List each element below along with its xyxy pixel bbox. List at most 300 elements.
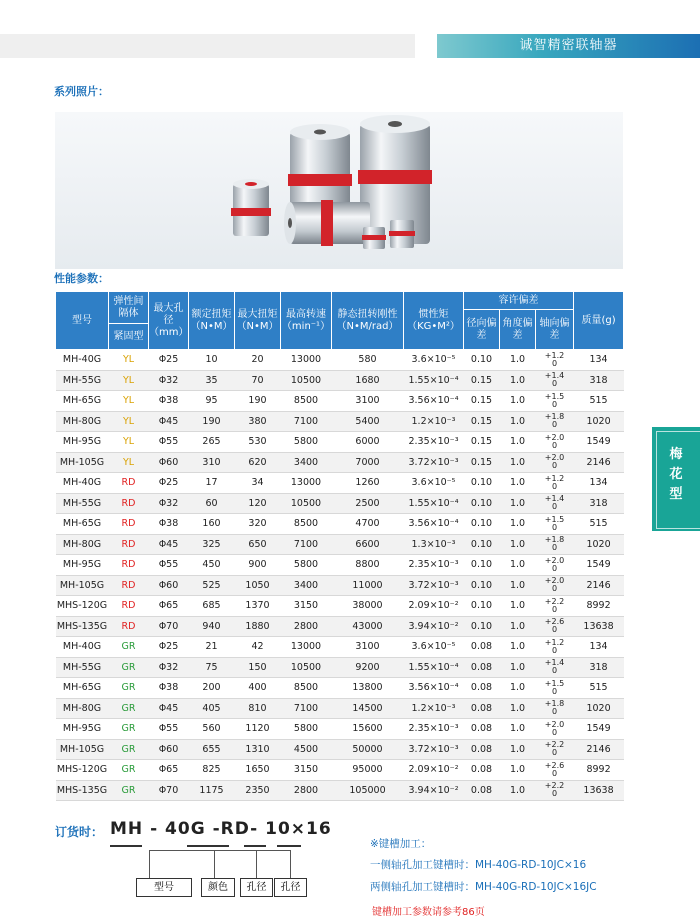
table-cell: 4700 (332, 514, 404, 535)
table-cell: 5800 (281, 555, 332, 576)
table-cell: MHS-120G (56, 596, 109, 617)
tolerance-lower: 0 (551, 686, 558, 696)
tolerance-upper: +1.5 (544, 678, 565, 688)
table-cell: RD (109, 616, 149, 637)
table-cell: 5800 (281, 432, 332, 453)
table-cell: 160 (189, 514, 235, 535)
table-cell: 0.10 (464, 596, 500, 617)
tolerance-upper: +1.2 (544, 473, 565, 483)
table-cell: Φ32 (149, 370, 189, 391)
table-row (56, 719, 624, 740)
table-cell: 2350 (235, 780, 281, 801)
table-cell: 0.10 (464, 616, 500, 637)
table-cell: 1.0 (500, 370, 536, 391)
table-cell: Φ60 (149, 739, 189, 760)
tolerance-lower: 0 (551, 666, 558, 676)
table-cell: 1310 (235, 739, 281, 760)
table-row (56, 637, 624, 658)
table-cell: 13638 (574, 780, 624, 801)
cell-axial-deviation (536, 350, 574, 371)
table-cell: 1.0 (500, 698, 536, 719)
table-cell: Φ25 (149, 637, 189, 658)
cell-axial-deviation (536, 637, 574, 658)
table-row (56, 616, 624, 637)
tolerance-lower: 0 (551, 358, 558, 368)
table-cell: 3.56×10⁻⁴ (404, 514, 464, 535)
table-row (56, 555, 624, 576)
table-cell: 0.10 (464, 575, 500, 596)
table-cell: MHS-135G (56, 780, 109, 801)
table-cell: 0.08 (464, 637, 500, 658)
header-mass: 质量(g) (574, 292, 624, 350)
table-cell: 1.0 (500, 473, 536, 494)
header-model: 型号 (56, 292, 109, 350)
table-cell: 318 (574, 493, 624, 514)
tolerance-upper: +2.2 (544, 740, 565, 750)
table-cell: RD (109, 493, 149, 514)
table-row (56, 452, 624, 473)
table-cell: 2800 (281, 616, 332, 637)
table-cell: 3400 (281, 452, 332, 473)
table-cell: 190 (235, 391, 281, 412)
table-cell: 3.6×10⁻⁵ (404, 473, 464, 494)
table-cell: 0.08 (464, 678, 500, 699)
table-cell: YL (109, 432, 149, 453)
tolerance-upper: +2.0 (544, 576, 565, 586)
table-cell: 560 (189, 719, 235, 740)
table-cell: 3150 (281, 596, 332, 617)
table-cell: YL (109, 370, 149, 391)
cell-axial-deviation (536, 452, 574, 473)
table-cell: 3.72×10⁻³ (404, 452, 464, 473)
header-fastening: 紧固型 (109, 324, 149, 350)
table-cell: Φ25 (149, 473, 189, 494)
table-cell: 1.0 (500, 739, 536, 760)
table-cell: 0.15 (464, 411, 500, 432)
table-cell: 3100 (332, 637, 404, 658)
table-cell: 1.3×10⁻³ (404, 534, 464, 555)
table-cell: MH-80G (56, 698, 109, 719)
table-cell: 42 (235, 637, 281, 658)
table-row (56, 760, 624, 781)
table-cell: 810 (235, 698, 281, 719)
table-cell: MH-55G (56, 657, 109, 678)
table-cell: 1.0 (500, 678, 536, 699)
header-spacer: 弹性间隔体 (109, 292, 149, 324)
table-cell: 134 (574, 350, 624, 371)
header-stiffness: 静态扭转刚性（N•M/rad） (332, 292, 404, 350)
table-cell: Φ45 (149, 534, 189, 555)
table-cell: 1050 (235, 575, 281, 596)
table-cell: 1.0 (500, 719, 536, 740)
table-cell: 1.0 (500, 575, 536, 596)
table-cell: 580 (332, 350, 404, 371)
tolerance-upper: +1.2 (544, 350, 565, 360)
table-cell: 4500 (281, 739, 332, 760)
table-cell: 10500 (281, 493, 332, 514)
table-cell: Φ32 (149, 657, 189, 678)
table-cell: 3.6×10⁻⁵ (404, 637, 464, 658)
tolerance-upper: +2.0 (544, 555, 565, 565)
table-cell: MH-40G (56, 637, 109, 658)
table-cell: 3.56×10⁻⁴ (404, 391, 464, 412)
keyway-note-one-side: 一侧轴孔加工键槽时：MH-40G-RD-10JC×16 (370, 859, 587, 871)
header-radial: 径向偏差 (464, 310, 500, 350)
table-cell: 0.15 (464, 370, 500, 391)
table-cell: MH-65G (56, 678, 109, 699)
table-cell: 1549 (574, 432, 624, 453)
table-cell: Φ70 (149, 616, 189, 637)
table-cell: 6600 (332, 534, 404, 555)
table-cell: 70 (235, 370, 281, 391)
table-cell: RD (109, 473, 149, 494)
table-cell: 3.94×10⁻² (404, 780, 464, 801)
cell-axial-deviation (536, 698, 574, 719)
table-cell: 2.09×10⁻² (404, 760, 464, 781)
table-row (56, 411, 624, 432)
connector-line (290, 850, 291, 878)
table-cell: GR (109, 657, 149, 678)
table-cell: 525 (189, 575, 235, 596)
table-cell: 1.0 (500, 432, 536, 453)
table-cell: 1650 (235, 760, 281, 781)
table-cell: 825 (189, 760, 235, 781)
table-cell: 450 (189, 555, 235, 576)
tolerance-lower: 0 (551, 768, 558, 778)
table-cell: 7000 (332, 452, 404, 473)
table-cell: RD (109, 596, 149, 617)
table-cell: 1.0 (500, 411, 536, 432)
cell-axial-deviation (536, 780, 574, 801)
table-cell: 310 (189, 452, 235, 473)
table-cell: 105000 (332, 780, 404, 801)
tolerance-lower: 0 (551, 645, 558, 655)
table-cell: YL (109, 411, 149, 432)
table-cell: GR (109, 637, 149, 658)
table-cell: MH-55G (56, 370, 109, 391)
table-cell: 134 (574, 637, 624, 658)
table-cell: 515 (574, 514, 624, 535)
table-cell: 8800 (332, 555, 404, 576)
table-cell: Φ60 (149, 452, 189, 473)
cell-axial-deviation (536, 370, 574, 391)
table-cell: 95 (189, 391, 235, 412)
table-cell: 43000 (332, 616, 404, 637)
table-cell: RD (109, 514, 149, 535)
keyway-note-title: ※键槽加工： (370, 838, 432, 850)
cell-axial-deviation (536, 514, 574, 535)
table-cell: 13000 (281, 637, 332, 658)
order-code: MH - 40G -RD- 10×16 (110, 819, 332, 839)
photo-section-title: 系列照片： (54, 85, 109, 98)
table-cell: 320 (235, 514, 281, 535)
header-inertia: 惯性矩（KG•M²） (404, 292, 464, 350)
table-cell: 620 (235, 452, 281, 473)
table-row (56, 678, 624, 699)
table-cell: MH-65G (56, 391, 109, 412)
table-cell: 38000 (332, 596, 404, 617)
table-cell: 1549 (574, 555, 624, 576)
table-cell: 0.10 (464, 473, 500, 494)
table-cell: 3.72×10⁻³ (404, 739, 464, 760)
table-cell: 3100 (332, 391, 404, 412)
table-cell: 1680 (332, 370, 404, 391)
table-row (56, 780, 624, 801)
table-cell: 655 (189, 739, 235, 760)
table-row (56, 514, 624, 535)
table-cell: GR (109, 698, 149, 719)
table-cell: 8500 (281, 514, 332, 535)
keyway-note-two-sides: 两侧轴孔加工键槽时：MH-40G-RD-10JC×16JC (370, 881, 597, 893)
table-cell: 5400 (332, 411, 404, 432)
table-cell: 1175 (189, 780, 235, 801)
tolerance-upper: +2.2 (544, 596, 565, 606)
table-cell: 515 (574, 678, 624, 699)
table-cell: GR (109, 678, 149, 699)
table-cell: 0.08 (464, 698, 500, 719)
table-cell: MH-55G (56, 493, 109, 514)
table-cell: 0.10 (464, 350, 500, 371)
tolerance-lower: 0 (551, 420, 558, 430)
tolerance-lower: 0 (551, 461, 558, 471)
tolerance-lower: 0 (551, 707, 558, 717)
table-cell: 3.56×10⁻⁴ (404, 678, 464, 699)
table-cell: 0.08 (464, 760, 500, 781)
table-row (56, 534, 624, 555)
table-cell: 3.94×10⁻² (404, 616, 464, 637)
connector-line (214, 850, 215, 878)
table-cell: 2.35×10⁻³ (404, 719, 464, 740)
side-tab-char: 梅 (669, 447, 683, 462)
cell-axial-deviation (536, 432, 574, 453)
code-underline (187, 845, 229, 847)
table-cell: Φ25 (149, 350, 189, 371)
table-cell: MH-65G (56, 514, 109, 535)
table-cell: 0.10 (464, 534, 500, 555)
code-underline (110, 845, 142, 847)
tolerance-upper: +2.2 (544, 781, 565, 791)
tolerance-upper: +1.8 (544, 699, 565, 709)
table-cell: 2800 (281, 780, 332, 801)
cell-axial-deviation (536, 411, 574, 432)
table-cell: 8992 (574, 760, 624, 781)
table-cell: MH-80G (56, 534, 109, 555)
table-cell: 13800 (332, 678, 404, 699)
tolerance-upper: +1.5 (544, 391, 565, 401)
table-cell: 0.15 (464, 391, 500, 412)
order-box-color: 颜色 (201, 878, 235, 897)
header-deviation: 容许偏差 (464, 292, 574, 310)
table-cell: 1.0 (500, 555, 536, 576)
table-cell: Φ55 (149, 719, 189, 740)
cell-axial-deviation (536, 678, 574, 699)
table-cell: MH-105G (56, 452, 109, 473)
table-cell: Φ60 (149, 575, 189, 596)
table-cell: 0.15 (464, 432, 500, 453)
cell-axial-deviation (536, 719, 574, 740)
connector-line (149, 850, 150, 878)
table-cell: 318 (574, 370, 624, 391)
table-cell: MHS-135G (56, 616, 109, 637)
table-cell: MH-95G (56, 432, 109, 453)
table-cell: 1.0 (500, 760, 536, 781)
tolerance-upper: +2.6 (544, 760, 565, 770)
table-cell: 318 (574, 657, 624, 678)
tolerance-lower: 0 (551, 563, 558, 573)
tolerance-upper: +1.2 (544, 637, 565, 647)
table-cell: 1020 (574, 534, 624, 555)
table-cell: 1.55×10⁻⁴ (404, 370, 464, 391)
header-bar-left (0, 34, 415, 58)
table-row (56, 575, 624, 596)
table-cell: Φ65 (149, 760, 189, 781)
table-cell: 10500 (281, 370, 332, 391)
table-cell: 34 (235, 473, 281, 494)
cell-axial-deviation (536, 493, 574, 514)
table-cell: 2146 (574, 575, 624, 596)
table-cell: 2.35×10⁻³ (404, 432, 464, 453)
table-cell: 0.08 (464, 657, 500, 678)
table-cell: GR (109, 739, 149, 760)
order-box-bore: 孔径 (274, 878, 307, 897)
table-cell: 2.09×10⁻² (404, 596, 464, 617)
table-cell: 7100 (281, 698, 332, 719)
table-cell: YL (109, 452, 149, 473)
table-cell: 1120 (235, 719, 281, 740)
cell-axial-deviation (536, 760, 574, 781)
tolerance-upper: +2.0 (544, 719, 565, 729)
table-row (56, 493, 624, 514)
table-cell: 1.0 (500, 534, 536, 555)
table-cell: 35 (189, 370, 235, 391)
table-cell: Φ38 (149, 514, 189, 535)
tolerance-lower: 0 (551, 748, 558, 758)
table-cell: MH-40G (56, 350, 109, 371)
table-cell: Φ38 (149, 678, 189, 699)
table-cell: 75 (189, 657, 235, 678)
table-cell: 3150 (281, 760, 332, 781)
tolerance-lower: 0 (551, 604, 558, 614)
header-bore: 最大孔径（mm） (149, 292, 189, 350)
table-cell: 7100 (281, 534, 332, 555)
table-cell: 3.6×10⁻⁵ (404, 350, 464, 371)
table-cell: Φ45 (149, 411, 189, 432)
table-cell: 1.0 (500, 657, 536, 678)
table-cell: Φ38 (149, 391, 189, 412)
table-cell: 3.72×10⁻³ (404, 575, 464, 596)
table-cell: 8500 (281, 391, 332, 412)
table-cell: 405 (189, 698, 235, 719)
code-underline (244, 845, 266, 847)
table-cell: 50000 (332, 739, 404, 760)
header-title: 诚智精密联轴器 (437, 34, 700, 58)
table-cell: RD (109, 555, 149, 576)
table-cell: YL (109, 391, 149, 412)
header-axial: 轴向偏差 (536, 310, 574, 350)
table-cell: 17 (189, 473, 235, 494)
table-cell: MH-95G (56, 719, 109, 740)
cell-axial-deviation (536, 391, 574, 412)
table-row (56, 596, 624, 617)
table-cell: 60 (189, 493, 235, 514)
table-cell: 10 (189, 350, 235, 371)
table-cell: Φ70 (149, 780, 189, 801)
table-cell: 95000 (332, 760, 404, 781)
table-cell: 2146 (574, 739, 624, 760)
table-cell: 5800 (281, 719, 332, 740)
tolerance-lower: 0 (551, 625, 558, 635)
table-cell: 685 (189, 596, 235, 617)
table-cell: GR (109, 719, 149, 740)
table-cell: 8500 (281, 678, 332, 699)
table-cell: 380 (235, 411, 281, 432)
connector-line (149, 850, 291, 851)
table-cell: 3400 (281, 575, 332, 596)
table-cell: 10500 (281, 657, 332, 678)
keyway-note-footer: 键槽加工参数请参考86页 (372, 907, 485, 918)
tolerance-lower: 0 (551, 481, 558, 491)
table-cell: 1260 (332, 473, 404, 494)
tolerance-lower: 0 (551, 399, 558, 409)
tolerance-lower: 0 (551, 789, 558, 799)
table-cell: 0.08 (464, 719, 500, 740)
table-cell: MH-105G (56, 739, 109, 760)
table-cell: 1.0 (500, 391, 536, 412)
tolerance-lower: 0 (551, 522, 558, 532)
table-cell: 1.0 (500, 616, 536, 637)
tolerance-lower: 0 (551, 727, 558, 737)
table-cell: 134 (574, 473, 624, 494)
tolerance-upper: +1.4 (544, 371, 565, 381)
side-tab-frame (656, 431, 700, 529)
table-cell: 1.2×10⁻³ (404, 411, 464, 432)
table-cell: 515 (574, 391, 624, 412)
table-cell: MHS-120G (56, 760, 109, 781)
table-cell: Φ65 (149, 596, 189, 617)
table-row (56, 370, 624, 391)
tolerance-lower: 0 (551, 379, 558, 389)
table-cell: MH-40G (56, 473, 109, 494)
table-cell: 13638 (574, 616, 624, 637)
table-cell: 1.0 (500, 350, 536, 371)
header-max-speed: 最高转速（min⁻¹） (281, 292, 332, 350)
table-cell: 14500 (332, 698, 404, 719)
table-cell: GR (109, 780, 149, 801)
table-cell: RD (109, 575, 149, 596)
table-cell: 2.35×10⁻³ (404, 555, 464, 576)
table-cell: 1880 (235, 616, 281, 637)
table-cell: MH-95G (56, 555, 109, 576)
connector-line (256, 850, 257, 878)
table-cell: 0.15 (464, 452, 500, 473)
table-cell: 13000 (281, 350, 332, 371)
table-cell: 9200 (332, 657, 404, 678)
header-max-torque: 最大扭矩（N•M） (235, 292, 281, 350)
table-cell: Φ55 (149, 432, 189, 453)
table-cell: 0.08 (464, 780, 500, 801)
code-underline (277, 845, 301, 847)
cell-axial-deviation (536, 473, 574, 494)
table-cell: 0.10 (464, 493, 500, 514)
table-cell: 1.0 (500, 514, 536, 535)
cell-axial-deviation (536, 575, 574, 596)
table-cell: 325 (189, 534, 235, 555)
table-cell: 1.0 (500, 596, 536, 617)
tolerance-upper: +1.5 (544, 514, 565, 524)
table-cell: 650 (235, 534, 281, 555)
table-cell: 7100 (281, 411, 332, 432)
table-cell: 0.10 (464, 555, 500, 576)
